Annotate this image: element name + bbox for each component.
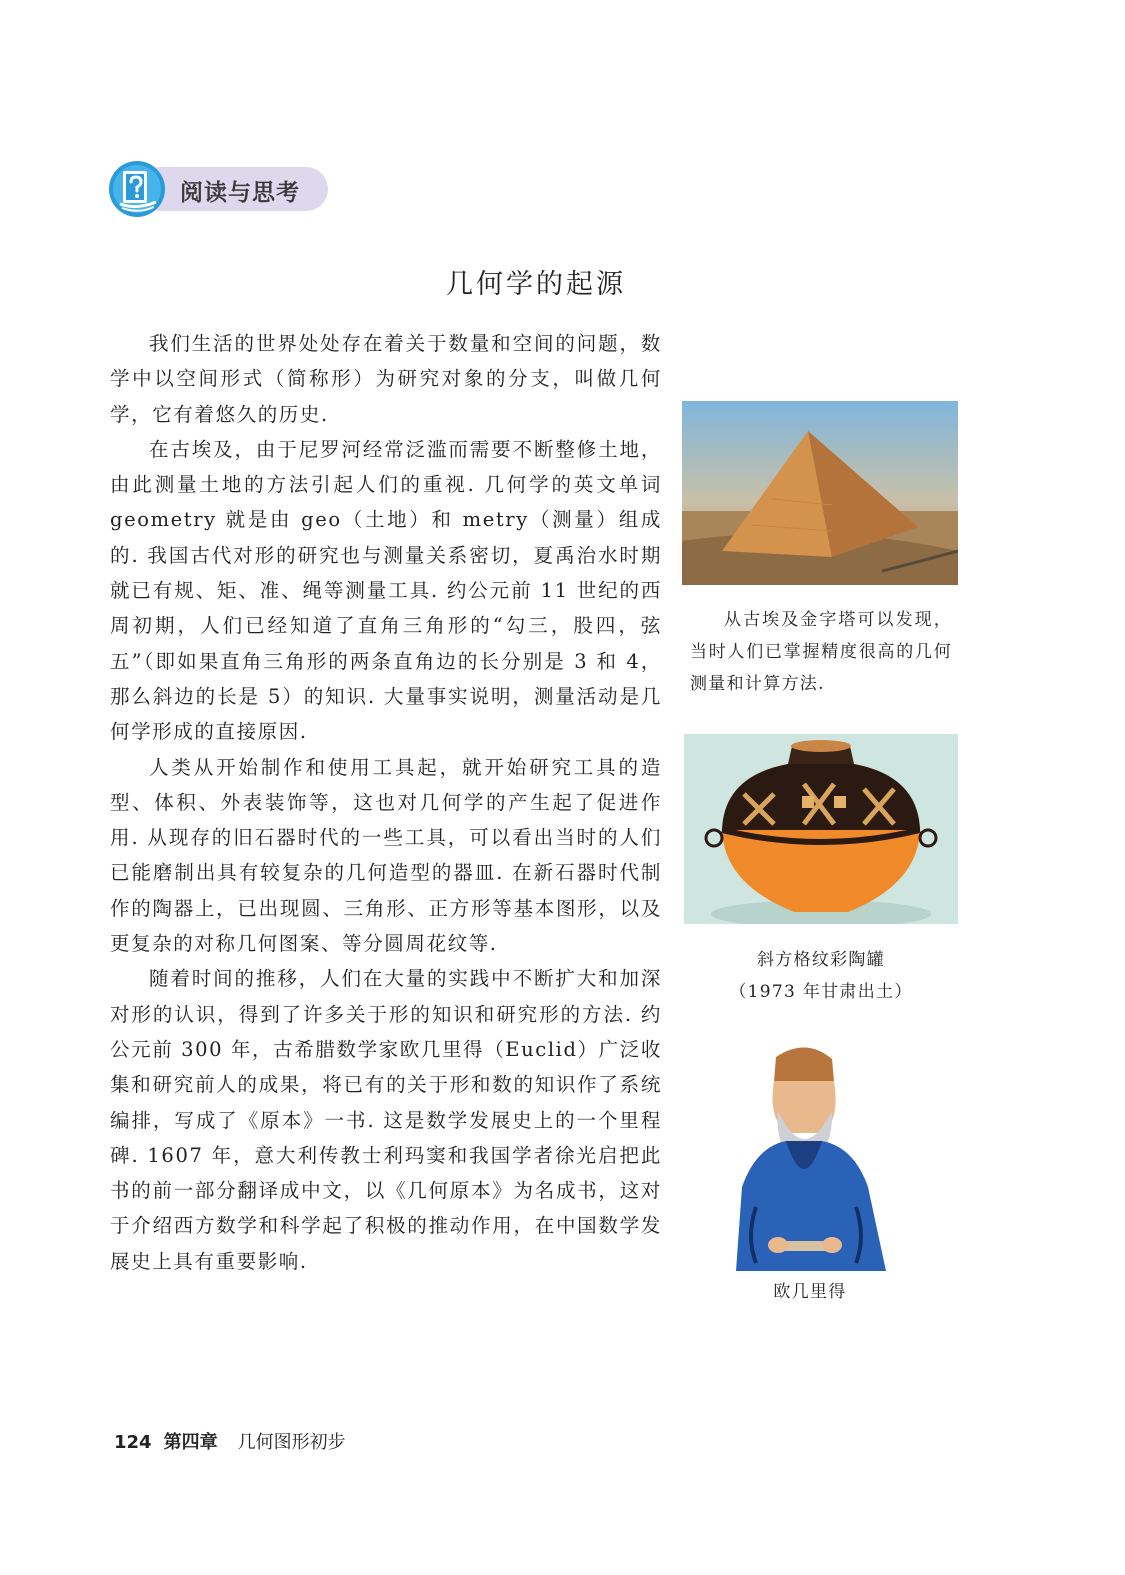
paragraph: 随着时间的推移，人们在大量的实践中不断扩大和加深对形的认识，得到了许多关于形的知识和研究形的方法. 约公元前 300 年，古希腊数学家欧几里得（Euclid）广泛收集和研究前人的成果，将已有的关于形和数的知识作了系统编排，写成了《原本》一书. 这是数学发展史上的一个里程碑. 1607 年，意大利传教士利玛窦和我国学者徐光启把此书的前一部分翻译成中文，以《几何原本》为名成书，这对于介绍西方数学和科学起了积极的推动作用，在中国数学发展史上具有重要影响. xyxy=(110,967,662,1273)
paragraph: 在古埃及，由于尼罗河经常泛滥而需要不断整修土地，由此测量土地的方法引起人们的重视. 几何学的英文单词 geometry 就是由 geo（土地）和 metry（测量）组成的. 我国古代对形的研究也与测量关系密切，夏禹治水时期就已有规、矩、准、绳等测量工具. 约公元前 11 世纪的西周初期，人们已经知道了直角三角形的“勾三，股四，弦五”（即如果直角三角形的两条直角边的长分别是 3 和 4，那么斜边的长是 5）的知识. 大量事实说明，测量活动是几何学形成的直接原因. xyxy=(110,437,662,744)
chapter-label: 第四章 xyxy=(163,1432,218,1453)
page-footer xyxy=(114,1428,358,1454)
section-badge-label: 阅读与思考 xyxy=(180,180,300,206)
jar-caption-line2: （1973 年甘肃出土） xyxy=(729,982,913,1002)
paragraph: 我们生活的世界处处存在着关于数量和空间的问题，数学中以空间形式（简称形）为研究对象的分支，叫做几何学，它有着悠久的历史. xyxy=(110,332,662,426)
chapter-title: 几何图形初步 xyxy=(237,1432,346,1453)
pyramid-caption: 从古埃及金字塔可以发现，当时人们已掌握精度很高的几何测量和计算方法. xyxy=(690,610,952,694)
jar-caption xyxy=(690,944,952,1008)
question-book-icon xyxy=(108,160,166,218)
euclid-portrait xyxy=(716,1037,894,1271)
jar-caption-line1: 斜方格纹彩陶罐 xyxy=(756,950,886,970)
euclid-caption: 欧几里得 xyxy=(773,1282,847,1302)
article-body xyxy=(110,326,662,1279)
jar-photo xyxy=(684,734,958,924)
pyramid-photo xyxy=(682,401,958,585)
paragraph: 人类从开始制作和使用工具起，就开始研究工具的造型、体积、外表装饰等，这也对几何学的产生起了促进作用. 从现存的旧石器时代的一些工具，可以看出当时的人们已能磨制出具有较复杂的几何造型的器皿. 在新石器时代制作的陶器上，已出现圆、三角形、正方形等基本图形，以及更复杂的对称几何图案、等分圆周花纹等. xyxy=(110,755,662,956)
page-number: 124 xyxy=(114,1432,152,1453)
page-title: 几何学的起源 xyxy=(446,269,626,300)
section-badge xyxy=(108,160,330,218)
